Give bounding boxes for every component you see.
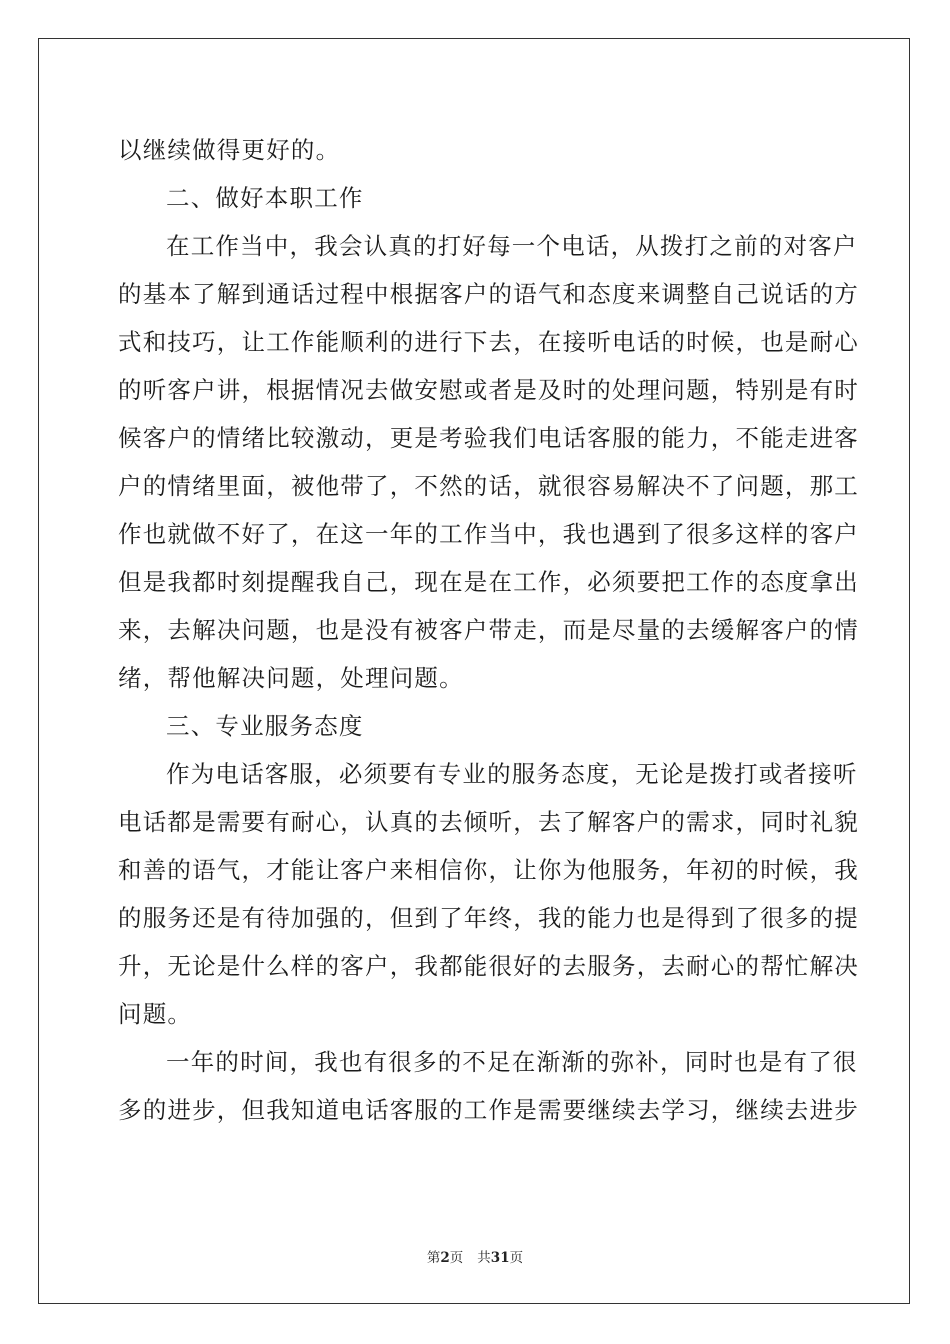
page-number: 2 xyxy=(440,1250,450,1266)
text-line: 二、做好本职工作 xyxy=(166,184,364,212)
text-line: 的基本了解到通话过程中根据客户的语气和态度来调整自己说话的方 xyxy=(118,280,859,308)
text-line: 的服务还是有待加强的，但到了年终，我的能力也是得到了很多的提 xyxy=(118,904,859,932)
text-line: 作为电话客服，必须要有专业的服务态度，无论是拨打或者接听 xyxy=(166,760,858,788)
text-line: 但是我都时刻提醒我自己，现在是在工作，必须要把工作的态度拿出 xyxy=(118,568,859,596)
text-line: 三、专业服务态度 xyxy=(166,712,364,740)
page-label-prefix: 第 xyxy=(426,1250,441,1266)
text-line: 候客户的情绪比较激动，更是考验我们电话客服的能力，不能走进客 xyxy=(118,424,859,452)
text-line: 多的进步，但我知道电话客服的工作是需要继续去学习，继续去进步 xyxy=(118,1096,859,1124)
text-line: 电话都是需要有耐心，认真的去倾听，去了解客户的需求，同时礼貌 xyxy=(118,808,859,836)
page-label-suffix: 页 xyxy=(449,1250,464,1266)
text-line: 在工作当中，我会认真的打好每一个电话，从拨打之前的对客户 xyxy=(166,232,858,260)
text-line: 作也就做不好了，在这一年的工作当中，我也遇到了很多这样的客户 xyxy=(118,520,859,548)
text-line: 户的情绪里面，被他带了，不然的话，就很容易解决不了问题，那工 xyxy=(118,472,859,500)
text-line: 式和技巧，让工作能顺利的进行下去，在接听电话的时候，也是耐心 xyxy=(118,328,859,356)
total-pages: 31 xyxy=(490,1250,510,1266)
text-line: 来，去解决问题，也是没有被客户带走，而是尽量的去缓解客户的情 xyxy=(118,616,859,644)
text-line: 问题。 xyxy=(118,1000,193,1028)
text-line: 升，无论是什么样的客户，我都能很好的去服务，去耐心的帮忙解决 xyxy=(118,952,859,980)
text-line: 绪，帮他解决问题，处理问题。 xyxy=(118,664,464,692)
total-label-prefix: 共 xyxy=(477,1250,491,1266)
text-line: 和善的语气，才能让客户来相信你，让你为他服务，年初的时候，我 xyxy=(118,856,859,884)
total-label-suffix: 页 xyxy=(509,1250,524,1266)
document-body xyxy=(118,126,859,1134)
text-line: 以继续做得更好的。 xyxy=(118,136,341,164)
text-line: 一年的时间，我也有很多的不足在渐渐的弥补，同时也是有了很 xyxy=(166,1048,858,1076)
text-line: 的听客户讲，根据情况去做安慰或者是及时的处理问题，特别是有时 xyxy=(118,376,859,404)
page-footer xyxy=(0,1246,950,1266)
